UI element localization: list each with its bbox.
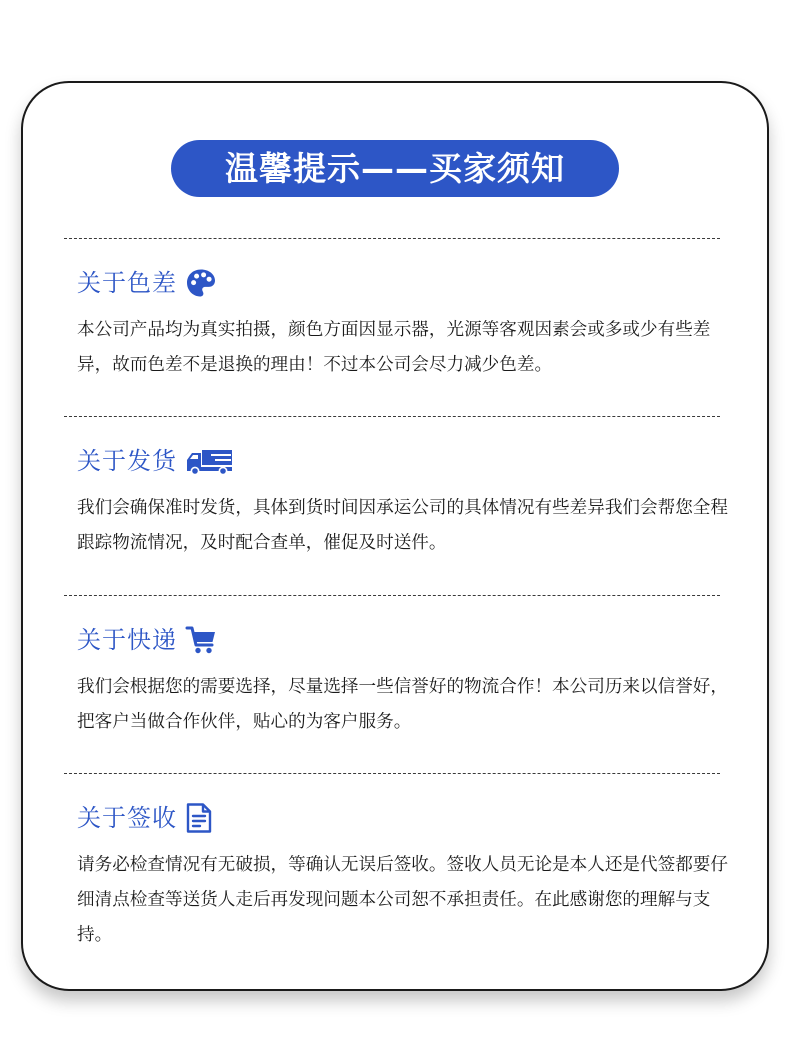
section-shipping	[77, 443, 737, 561]
page-title: 温馨提示——买家须知	[225, 149, 565, 188]
section-body: 本公司产品均为真实拍摄，颜色方面因显示器，光源等客观因素会或多或少有些差异，故而色差不是退换的理由！不过本公司会尽力减少色差。	[77, 320, 711, 375]
title-banner	[171, 140, 619, 197]
section-heading-text: 关于快递	[77, 626, 177, 654]
section-heading	[77, 265, 737, 301]
section-heading	[77, 622, 737, 658]
section-heading-text: 关于签收	[77, 804, 177, 832]
palette-icon	[185, 267, 217, 299]
document-icon	[185, 802, 213, 834]
divider	[64, 773, 720, 774]
section-body: 我们会根据您的需要选择，尽量选择一些信誉好的物流合作！本公司历来以信誉好，把客户当做合作伙伴，贴心的为客户服务。	[77, 677, 728, 732]
section-courier	[77, 622, 737, 740]
section-signing	[77, 800, 737, 953]
section-heading	[77, 443, 737, 479]
section-heading-text: 关于发货	[77, 447, 177, 475]
shopping-cart-icon	[185, 625, 217, 655]
section-color-difference	[77, 265, 737, 383]
section-heading	[77, 800, 737, 836]
divider	[64, 416, 720, 417]
divider	[64, 595, 720, 596]
section-body: 我们会确保准时发货，具体到货时间因承运公司的具体情况有些差异我们会帮您全程跟踪物流情况，及时配合查单，催促及时送件。	[77, 498, 728, 553]
delivery-truck-icon	[185, 446, 235, 476]
section-body: 请务必检查情况有无破损，等确认无误后签收。签收人员无论是本人还是代签都要仔细清点检查等送货人走后再发现问题本公司恕不承担责任。在此感谢您的理解与支持。	[77, 855, 728, 945]
divider	[64, 238, 720, 239]
section-heading-text: 关于色差	[77, 269, 177, 297]
